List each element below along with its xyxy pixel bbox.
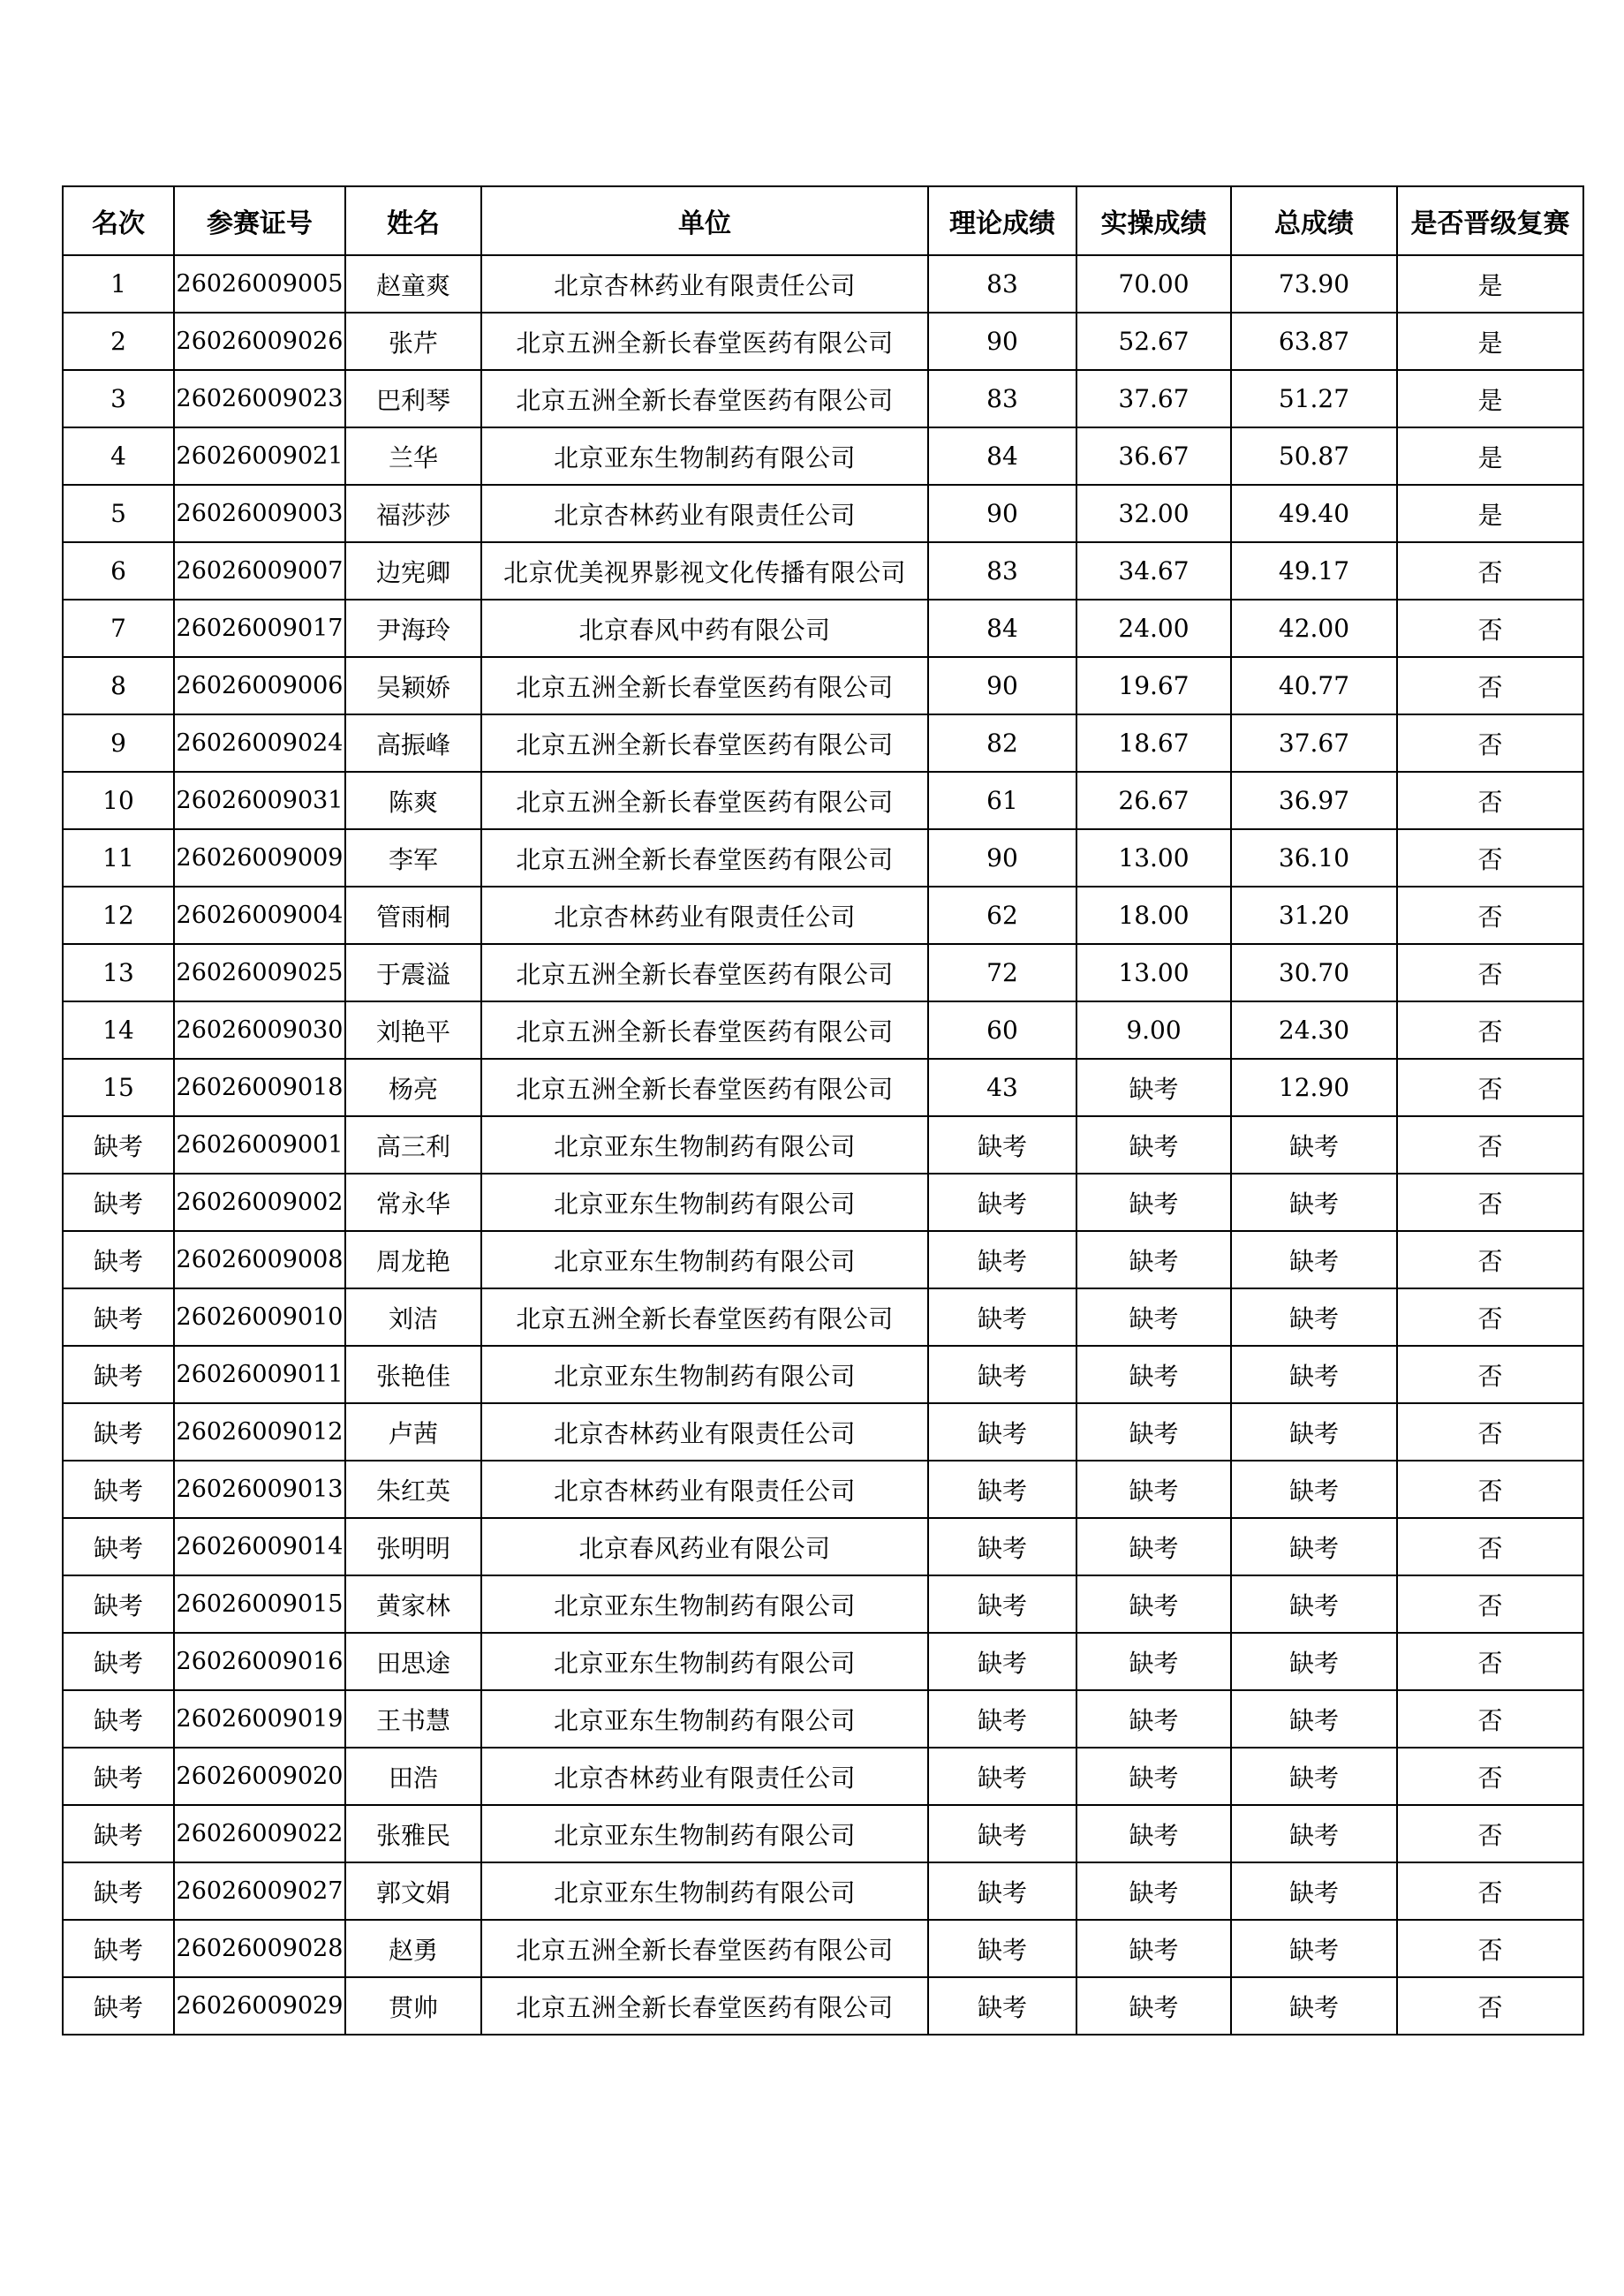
id-cell: 26026009029 xyxy=(174,1977,345,2035)
unit-cell: 北京杏林药业有限责任公司 xyxy=(481,1403,928,1461)
unit-cell: 北京杏林药业有限责任公司 xyxy=(481,887,928,944)
theory-score-cell: 缺考 xyxy=(928,1116,1076,1174)
rank-cell: 缺考 xyxy=(63,1174,174,1231)
name-cell: 赵勇 xyxy=(345,1920,481,1977)
theory-score-cell: 缺考 xyxy=(928,1288,1076,1346)
table-row xyxy=(63,829,1583,887)
advance-cell: 否 xyxy=(1397,1862,1583,1920)
total-score-cell: 73.90 xyxy=(1231,255,1397,313)
id-cell: 26026009022 xyxy=(174,1805,345,1862)
id-cell: 26026009008 xyxy=(174,1231,345,1288)
practice-score-cell: 18.00 xyxy=(1076,887,1231,944)
total-score-cell: 缺考 xyxy=(1231,1461,1397,1518)
practice-score-cell: 24.00 xyxy=(1076,600,1231,657)
advance-cell: 否 xyxy=(1397,1575,1583,1633)
table-row xyxy=(63,887,1583,944)
practice-score-cell: 32.00 xyxy=(1076,485,1231,542)
table-row xyxy=(63,600,1583,657)
table-row xyxy=(63,370,1583,427)
total-score-cell: 缺考 xyxy=(1231,1346,1397,1403)
unit-cell: 北京亚东生物制药有限公司 xyxy=(481,1690,928,1748)
practice-score-cell: 缺考 xyxy=(1076,1403,1231,1461)
theory-score-cell: 90 xyxy=(928,485,1076,542)
unit-cell: 北京亚东生物制药有限公司 xyxy=(481,1346,928,1403)
rank-cell: 缺考 xyxy=(63,1920,174,1977)
advance-cell: 否 xyxy=(1397,1518,1583,1575)
table-header xyxy=(63,186,1583,255)
id-cell: 26026009016 xyxy=(174,1633,345,1690)
rank-cell: 9 xyxy=(63,714,174,772)
total-score-cell: 缺考 xyxy=(1231,1231,1397,1288)
table-row xyxy=(63,1690,1583,1748)
name-cell: 陈爽 xyxy=(345,772,481,829)
unit-cell: 北京杏林药业有限责任公司 xyxy=(481,485,928,542)
table-row xyxy=(63,427,1583,485)
id-cell: 26026009027 xyxy=(174,1862,345,1920)
rank-cell: 缺考 xyxy=(63,1633,174,1690)
practice-score-cell: 缺考 xyxy=(1076,1346,1231,1403)
table-row xyxy=(63,1116,1583,1174)
practice-score-cell: 37.67 xyxy=(1076,370,1231,427)
theory-score-cell: 62 xyxy=(928,887,1076,944)
total-score-cell: 缺考 xyxy=(1231,1748,1397,1805)
theory-score-cell: 90 xyxy=(928,313,1076,370)
total-score-cell: 缺考 xyxy=(1231,1288,1397,1346)
header-id: 参赛证号 xyxy=(174,186,345,255)
unit-cell: 北京亚东生物制药有限公司 xyxy=(481,1805,928,1862)
practice-score-cell: 缺考 xyxy=(1076,1633,1231,1690)
theory-score-cell: 缺考 xyxy=(928,1231,1076,1288)
total-score-cell: 缺考 xyxy=(1231,1690,1397,1748)
rank-cell: 4 xyxy=(63,427,174,485)
name-cell: 高振峰 xyxy=(345,714,481,772)
id-cell: 26026009010 xyxy=(174,1288,345,1346)
advance-cell: 否 xyxy=(1397,1977,1583,2035)
table-row xyxy=(63,1518,1583,1575)
practice-score-cell: 缺考 xyxy=(1076,1977,1231,2035)
unit-cell: 北京五洲全新长春堂医药有限公司 xyxy=(481,944,928,1001)
total-score-cell: 缺考 xyxy=(1231,1920,1397,1977)
id-cell: 26026009003 xyxy=(174,485,345,542)
advance-cell: 否 xyxy=(1397,1001,1583,1059)
id-cell: 26026009013 xyxy=(174,1461,345,1518)
practice-score-cell: 缺考 xyxy=(1076,1748,1231,1805)
advance-cell: 否 xyxy=(1397,600,1583,657)
practice-score-cell: 缺考 xyxy=(1076,1059,1231,1116)
unit-cell: 北京五洲全新长春堂医药有限公司 xyxy=(481,1059,928,1116)
practice-score-cell: 18.67 xyxy=(1076,714,1231,772)
rank-cell: 11 xyxy=(63,829,174,887)
header-total: 总成绩 xyxy=(1231,186,1397,255)
practice-score-cell: 缺考 xyxy=(1076,1690,1231,1748)
theory-score-cell: 60 xyxy=(928,1001,1076,1059)
advance-cell: 否 xyxy=(1397,829,1583,887)
advance-cell: 否 xyxy=(1397,944,1583,1001)
name-cell: 尹海玲 xyxy=(345,600,481,657)
name-cell: 常永华 xyxy=(345,1174,481,1231)
unit-cell: 北京亚东生物制药有限公司 xyxy=(481,1174,928,1231)
unit-cell: 北京亚东生物制药有限公司 xyxy=(481,1862,928,1920)
theory-score-cell: 82 xyxy=(928,714,1076,772)
theory-score-cell: 90 xyxy=(928,829,1076,887)
total-score-cell: 24.30 xyxy=(1231,1001,1397,1059)
theory-score-cell: 缺考 xyxy=(928,1633,1076,1690)
unit-cell: 北京五洲全新长春堂医药有限公司 xyxy=(481,1920,928,1977)
theory-score-cell: 缺考 xyxy=(928,1977,1076,2035)
unit-cell: 北京杏林药业有限责任公司 xyxy=(481,1748,928,1805)
rank-cell: 缺考 xyxy=(63,1231,174,1288)
id-cell: 26026009019 xyxy=(174,1690,345,1748)
theory-score-cell: 83 xyxy=(928,370,1076,427)
header-unit: 单位 xyxy=(481,186,928,255)
table-row xyxy=(63,1461,1583,1518)
advance-cell: 是 xyxy=(1397,255,1583,313)
advance-cell: 否 xyxy=(1397,887,1583,944)
unit-cell: 北京亚东生物制药有限公司 xyxy=(481,1116,928,1174)
theory-score-cell: 缺考 xyxy=(928,1805,1076,1862)
advance-cell: 否 xyxy=(1397,1231,1583,1288)
practice-score-cell: 13.00 xyxy=(1076,829,1231,887)
rank-cell: 缺考 xyxy=(63,1862,174,1920)
table-row xyxy=(63,255,1583,313)
theory-score-cell: 缺考 xyxy=(928,1518,1076,1575)
rank-cell: 缺考 xyxy=(63,1805,174,1862)
advance-cell: 否 xyxy=(1397,1116,1583,1174)
name-cell: 管雨桐 xyxy=(345,887,481,944)
practice-score-cell: 缺考 xyxy=(1076,1518,1231,1575)
table-row xyxy=(63,1748,1583,1805)
unit-cell: 北京亚东生物制药有限公司 xyxy=(481,1575,928,1633)
total-score-cell: 缺考 xyxy=(1231,1518,1397,1575)
rank-cell: 13 xyxy=(63,944,174,1001)
name-cell: 兰华 xyxy=(345,427,481,485)
theory-score-cell: 72 xyxy=(928,944,1076,1001)
name-cell: 边宪卿 xyxy=(345,542,481,600)
practice-score-cell: 缺考 xyxy=(1076,1288,1231,1346)
id-cell: 26026009024 xyxy=(174,714,345,772)
name-cell: 王书慧 xyxy=(345,1690,481,1748)
theory-score-cell: 43 xyxy=(928,1059,1076,1116)
name-cell: 张艳佳 xyxy=(345,1346,481,1403)
advance-cell: 否 xyxy=(1397,1633,1583,1690)
rank-cell: 缺考 xyxy=(63,1346,174,1403)
header-advance: 是否晋级复赛 xyxy=(1397,186,1583,255)
rank-cell: 缺考 xyxy=(63,1116,174,1174)
advance-cell: 否 xyxy=(1397,1690,1583,1748)
table-row xyxy=(63,1575,1583,1633)
advance-cell: 否 xyxy=(1397,1461,1583,1518)
rank-cell: 缺考 xyxy=(63,1748,174,1805)
total-score-cell: 63.87 xyxy=(1231,313,1397,370)
name-cell: 田思途 xyxy=(345,1633,481,1690)
header-rank: 名次 xyxy=(63,186,174,255)
total-score-cell: 40.77 xyxy=(1231,657,1397,714)
id-cell: 26026009018 xyxy=(174,1059,345,1116)
practice-score-cell: 缺考 xyxy=(1076,1575,1231,1633)
total-score-cell: 缺考 xyxy=(1231,1403,1397,1461)
name-cell: 刘洁 xyxy=(345,1288,481,1346)
advance-cell: 否 xyxy=(1397,1748,1583,1805)
advance-cell: 否 xyxy=(1397,1059,1583,1116)
total-score-cell: 缺考 xyxy=(1231,1977,1397,2035)
practice-score-cell: 缺考 xyxy=(1076,1920,1231,1977)
practice-score-cell: 缺考 xyxy=(1076,1116,1231,1174)
name-cell: 贯帅 xyxy=(345,1977,481,2035)
header-name: 姓名 xyxy=(345,186,481,255)
advance-cell: 否 xyxy=(1397,1403,1583,1461)
theory-score-cell: 83 xyxy=(928,542,1076,600)
name-cell: 张明明 xyxy=(345,1518,481,1575)
id-cell: 26026009001 xyxy=(174,1116,345,1174)
name-cell: 郭文娟 xyxy=(345,1862,481,1920)
advance-cell: 否 xyxy=(1397,1288,1583,1346)
header-practice: 实操成绩 xyxy=(1076,186,1231,255)
unit-cell: 北京五洲全新长春堂医药有限公司 xyxy=(481,714,928,772)
unit-cell: 北京五洲全新长春堂医药有限公司 xyxy=(481,313,928,370)
table-row xyxy=(63,1231,1583,1288)
header-theory: 理论成绩 xyxy=(928,186,1076,255)
unit-cell: 北京春风中药有限公司 xyxy=(481,600,928,657)
name-cell: 张雅民 xyxy=(345,1805,481,1862)
id-cell: 26026009026 xyxy=(174,313,345,370)
id-cell: 26026009030 xyxy=(174,1001,345,1059)
name-cell: 卢茜 xyxy=(345,1403,481,1461)
advance-cell: 否 xyxy=(1397,714,1583,772)
table-row xyxy=(63,1059,1583,1116)
id-cell: 26026009005 xyxy=(174,255,345,313)
total-score-cell: 缺考 xyxy=(1231,1174,1397,1231)
name-cell: 巴利琴 xyxy=(345,370,481,427)
table-row xyxy=(63,485,1583,542)
unit-cell: 北京五洲全新长春堂医药有限公司 xyxy=(481,370,928,427)
name-cell: 赵童爽 xyxy=(345,255,481,313)
rank-cell: 缺考 xyxy=(63,1690,174,1748)
rank-cell: 12 xyxy=(63,887,174,944)
advance-cell: 是 xyxy=(1397,370,1583,427)
table-row xyxy=(63,1633,1583,1690)
theory-score-cell: 缺考 xyxy=(928,1748,1076,1805)
unit-cell: 北京杏林药业有限责任公司 xyxy=(481,1461,928,1518)
id-cell: 26026009006 xyxy=(174,657,345,714)
table-row xyxy=(63,1288,1583,1346)
rank-cell: 2 xyxy=(63,313,174,370)
table-row xyxy=(63,1403,1583,1461)
id-cell: 26026009020 xyxy=(174,1748,345,1805)
id-cell: 26026009015 xyxy=(174,1575,345,1633)
rank-cell: 1 xyxy=(63,255,174,313)
unit-cell: 北京亚东生物制药有限公司 xyxy=(481,427,928,485)
practice-score-cell: 70.00 xyxy=(1076,255,1231,313)
results-table xyxy=(62,185,1584,2035)
id-cell: 26026009014 xyxy=(174,1518,345,1575)
unit-cell: 北京优美视界影视文化传播有限公司 xyxy=(481,542,928,600)
name-cell: 朱红英 xyxy=(345,1461,481,1518)
rank-cell: 14 xyxy=(63,1001,174,1059)
total-score-cell: 缺考 xyxy=(1231,1575,1397,1633)
unit-cell: 北京五洲全新长春堂医药有限公司 xyxy=(481,1001,928,1059)
name-cell: 李军 xyxy=(345,829,481,887)
advance-cell: 否 xyxy=(1397,657,1583,714)
id-cell: 26026009025 xyxy=(174,944,345,1001)
total-score-cell: 51.27 xyxy=(1231,370,1397,427)
id-cell: 26026009009 xyxy=(174,829,345,887)
practice-score-cell: 缺考 xyxy=(1076,1805,1231,1862)
unit-cell: 北京杏林药业有限责任公司 xyxy=(481,255,928,313)
unit-cell: 北京五洲全新长春堂医药有限公司 xyxy=(481,657,928,714)
theory-score-cell: 83 xyxy=(928,255,1076,313)
header-row xyxy=(63,186,1583,255)
rank-cell: 10 xyxy=(63,772,174,829)
table-row xyxy=(63,1920,1583,1977)
total-score-cell: 31.20 xyxy=(1231,887,1397,944)
theory-score-cell: 缺考 xyxy=(928,1690,1076,1748)
total-score-cell: 49.17 xyxy=(1231,542,1397,600)
total-score-cell: 50.87 xyxy=(1231,427,1397,485)
table-row xyxy=(63,714,1583,772)
practice-score-cell: 缺考 xyxy=(1076,1862,1231,1920)
name-cell: 周龙艳 xyxy=(345,1231,481,1288)
rank-cell: 8 xyxy=(63,657,174,714)
theory-score-cell: 缺考 xyxy=(928,1403,1076,1461)
table-body xyxy=(63,255,1583,2035)
theory-score-cell: 缺考 xyxy=(928,1862,1076,1920)
total-score-cell: 缺考 xyxy=(1231,1116,1397,1174)
table-row xyxy=(63,542,1583,600)
practice-score-cell: 缺考 xyxy=(1076,1461,1231,1518)
theory-score-cell: 缺考 xyxy=(928,1461,1076,1518)
total-score-cell: 37.67 xyxy=(1231,714,1397,772)
id-cell: 26026009012 xyxy=(174,1403,345,1461)
practice-score-cell: 缺考 xyxy=(1076,1231,1231,1288)
name-cell: 吴颖娇 xyxy=(345,657,481,714)
theory-score-cell: 84 xyxy=(928,427,1076,485)
rank-cell: 缺考 xyxy=(63,1977,174,2035)
table-row xyxy=(63,944,1583,1001)
total-score-cell: 12.90 xyxy=(1231,1059,1397,1116)
unit-cell: 北京春风药业有限公司 xyxy=(481,1518,928,1575)
advance-cell: 是 xyxy=(1397,313,1583,370)
theory-score-cell: 84 xyxy=(928,600,1076,657)
advance-cell: 否 xyxy=(1397,1920,1583,1977)
total-score-cell: 缺考 xyxy=(1231,1862,1397,1920)
table-row xyxy=(63,1174,1583,1231)
id-cell: 26026009023 xyxy=(174,370,345,427)
total-score-cell: 缺考 xyxy=(1231,1633,1397,1690)
rank-cell: 5 xyxy=(63,485,174,542)
table-row xyxy=(63,1805,1583,1862)
practice-score-cell: 36.67 xyxy=(1076,427,1231,485)
advance-cell: 否 xyxy=(1397,542,1583,600)
practice-score-cell: 9.00 xyxy=(1076,1001,1231,1059)
rank-cell: 3 xyxy=(63,370,174,427)
total-score-cell: 缺考 xyxy=(1231,1805,1397,1862)
unit-cell: 北京五洲全新长春堂医药有限公司 xyxy=(481,829,928,887)
theory-score-cell: 61 xyxy=(928,772,1076,829)
total-score-cell: 49.40 xyxy=(1231,485,1397,542)
id-cell: 26026009007 xyxy=(174,542,345,600)
rank-cell: 15 xyxy=(63,1059,174,1116)
id-cell: 26026009004 xyxy=(174,887,345,944)
unit-cell: 北京亚东生物制药有限公司 xyxy=(481,1633,928,1690)
theory-score-cell: 缺考 xyxy=(928,1346,1076,1403)
name-cell: 于震溢 xyxy=(345,944,481,1001)
practice-score-cell: 缺考 xyxy=(1076,1174,1231,1231)
practice-score-cell: 34.67 xyxy=(1076,542,1231,600)
unit-cell: 北京五洲全新长春堂医药有限公司 xyxy=(481,772,928,829)
id-cell: 26026009021 xyxy=(174,427,345,485)
name-cell: 张芹 xyxy=(345,313,481,370)
name-cell: 高三利 xyxy=(345,1116,481,1174)
name-cell: 杨亮 xyxy=(345,1059,481,1116)
theory-score-cell: 缺考 xyxy=(928,1174,1076,1231)
theory-score-cell: 缺考 xyxy=(928,1575,1076,1633)
name-cell: 黄家林 xyxy=(345,1575,481,1633)
name-cell: 刘艳平 xyxy=(345,1001,481,1059)
total-score-cell: 42.00 xyxy=(1231,600,1397,657)
id-cell: 26026009002 xyxy=(174,1174,345,1231)
id-cell: 26026009017 xyxy=(174,600,345,657)
practice-score-cell: 13.00 xyxy=(1076,944,1231,1001)
rank-cell: 缺考 xyxy=(63,1575,174,1633)
id-cell: 26026009011 xyxy=(174,1346,345,1403)
id-cell: 26026009031 xyxy=(174,772,345,829)
advance-cell: 否 xyxy=(1397,1174,1583,1231)
table-row xyxy=(63,1001,1583,1059)
advance-cell: 是 xyxy=(1397,485,1583,542)
rank-cell: 缺考 xyxy=(63,1288,174,1346)
total-score-cell: 36.10 xyxy=(1231,829,1397,887)
table-row xyxy=(63,657,1583,714)
rank-cell: 6 xyxy=(63,542,174,600)
rank-cell: 缺考 xyxy=(63,1518,174,1575)
advance-cell: 否 xyxy=(1397,1346,1583,1403)
unit-cell: 北京五洲全新长春堂医药有限公司 xyxy=(481,1288,928,1346)
table-row xyxy=(63,313,1583,370)
name-cell: 福莎莎 xyxy=(345,485,481,542)
table-row xyxy=(63,1977,1583,2035)
advance-cell: 否 xyxy=(1397,772,1583,829)
rank-cell: 缺考 xyxy=(63,1403,174,1461)
table-row xyxy=(63,1346,1583,1403)
total-score-cell: 30.70 xyxy=(1231,944,1397,1001)
advance-cell: 是 xyxy=(1397,427,1583,485)
rank-cell: 7 xyxy=(63,600,174,657)
id-cell: 26026009028 xyxy=(174,1920,345,1977)
name-cell: 田浩 xyxy=(345,1748,481,1805)
table-row xyxy=(63,1862,1583,1920)
unit-cell: 北京亚东生物制药有限公司 xyxy=(481,1231,928,1288)
theory-score-cell: 缺考 xyxy=(928,1920,1076,1977)
unit-cell: 北京五洲全新长春堂医药有限公司 xyxy=(481,1977,928,2035)
practice-score-cell: 19.67 xyxy=(1076,657,1231,714)
table-row xyxy=(63,772,1583,829)
theory-score-cell: 90 xyxy=(928,657,1076,714)
advance-cell: 否 xyxy=(1397,1805,1583,1862)
practice-score-cell: 26.67 xyxy=(1076,772,1231,829)
rank-cell: 缺考 xyxy=(63,1461,174,1518)
total-score-cell: 36.97 xyxy=(1231,772,1397,829)
practice-score-cell: 52.67 xyxy=(1076,313,1231,370)
